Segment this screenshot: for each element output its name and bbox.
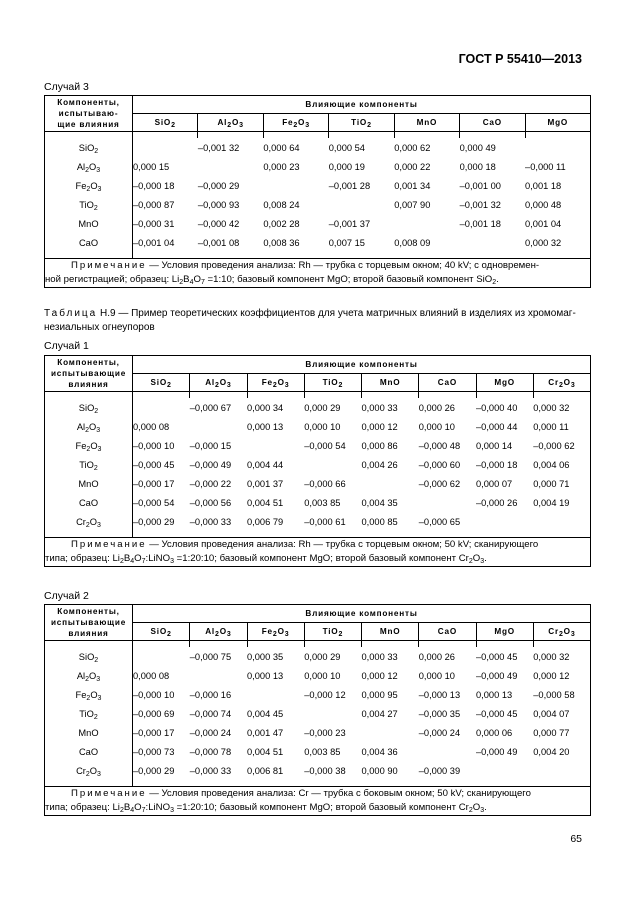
coefficient-cell: –0,000 62	[418, 478, 461, 489]
coefficient-cell: 0,000 86	[361, 440, 398, 451]
coefficient-cell	[419, 493, 476, 512]
coefficient-cell: –0,000 49	[189, 459, 232, 470]
note-text-2: типа; образец: $Li_2B_4O_7:LiNO_3$ =1:20:10; базовый компонент MgO; второй базовый компонент $Cr_2O_3$.	[45, 802, 487, 814]
note-text-1: — Условия проведения анализа: Cr — трубка с боковым окном; 50 kV; сканирующего	[146, 788, 531, 799]
coefficient-cell: 0,004 45	[247, 708, 284, 719]
coefficient-cell	[394, 214, 459, 233]
table-row	[45, 742, 591, 761]
row-header-line: Компоненты,	[57, 607, 120, 616]
table-row	[45, 455, 591, 474]
coefficient-cell: –0,001 00	[459, 180, 501, 191]
coefficient-cell: –0,000 13	[418, 689, 461, 700]
coefficient-cell: 0,000 23	[263, 161, 300, 172]
coefficient-cell: 0,000 12	[361, 421, 398, 432]
coefficient-cell: 0,000 19	[328, 161, 365, 172]
coefficient-cell: –0,000 48	[418, 440, 461, 451]
coefficient-cell	[362, 474, 419, 493]
coefficient-cell: 0,000 11	[533, 417, 590, 436]
coefficient-cell: 0,004 19	[533, 493, 590, 512]
coefficient-cell: 0,000 06	[476, 727, 513, 738]
coefficient-cell: –0,000 45	[476, 708, 518, 719]
coefficient-cell: 0,000 13	[247, 670, 284, 681]
table-row	[45, 761, 591, 787]
row-header-line: щие влияния	[57, 120, 120, 129]
coefficient-cell: –0,000 69	[133, 708, 175, 719]
table-caption-text: — Пример теоретических коэффициентов для учета матричных влияний в изделиях из хромомаг-	[115, 308, 576, 319]
column-header: $Cr_2O_3$	[533, 374, 590, 392]
component-name: TiO$_2$	[45, 455, 133, 474]
coefficient-cell: 0,000 22	[394, 161, 431, 172]
note-text-2: типа; образец: $Li_2B_4O_7:LiNO_3$ =1:20:10; базовый компонент MgO; второй базовый компонент $Cr_2O_3$.	[45, 553, 487, 565]
coefficient-cell: 0,004 36	[361, 746, 398, 757]
coefficient-cell: –0,000 66	[304, 478, 346, 489]
table-row	[45, 685, 591, 704]
row-header	[45, 356, 133, 392]
coefficient-cell: 0,000 34	[247, 402, 284, 413]
coefficient-cell: –0,000 31	[133, 218, 175, 229]
coefficient-cell: 0,000 29	[304, 402, 341, 413]
row-header-line: влияния	[68, 380, 109, 389]
column-header: $Fe_2O_3$	[247, 623, 304, 641]
coefficient-cell: –0,000 44	[476, 421, 518, 432]
table-row	[45, 233, 591, 259]
component-name: CaO	[45, 742, 133, 761]
coefficient-cell: 0,000 10	[418, 421, 455, 432]
coefficient-cell: 0,002 28	[263, 218, 300, 229]
column-header: MnO	[394, 114, 459, 132]
coefficient-cell	[263, 176, 328, 195]
coefficient-cell: 0,001 34	[394, 180, 431, 191]
coefficient-cell: 0,004 51	[247, 746, 284, 757]
row-header-line: Компоненты,	[57, 98, 120, 107]
coefficient-cell: 0,004 27	[361, 708, 398, 719]
table-row	[45, 417, 591, 436]
coefficient-cell	[476, 761, 533, 787]
coefficient-cell: 0,000 62	[394, 142, 431, 153]
coefficient-cell	[190, 417, 247, 436]
coefficient-cell: –0,000 10	[133, 440, 175, 451]
coefficient-cell	[198, 157, 263, 176]
coefficient-cell: 0,000 77	[533, 723, 590, 742]
coefficient-cell	[419, 742, 476, 761]
coefficient-cell: –0,000 74	[189, 708, 232, 719]
coefficient-cell: 0,000 48	[525, 195, 590, 214]
coefficient-cell	[476, 512, 533, 538]
table-row	[45, 436, 591, 455]
coefficient-cell	[133, 138, 198, 157]
coefficient-cell: 0,003 85	[304, 746, 341, 757]
coefficient-cell: 0,004 20	[533, 742, 590, 761]
coefficient-cell: 0,000 12	[533, 666, 590, 685]
coefficient-cell: 0,000 13	[476, 689, 513, 700]
coefficient-cell	[304, 455, 361, 474]
note-label: Примечание	[71, 788, 147, 799]
component-name: MnO	[45, 723, 133, 742]
component-name: MnO	[45, 474, 133, 493]
coefficient-cell: 0,000 10	[304, 670, 341, 681]
coefficient-cell: 0,004 35	[361, 497, 398, 508]
coefficient-cell: –0,000 15	[189, 440, 232, 451]
coefficient-cell: –0,000 54	[133, 497, 175, 508]
column-header: MgO	[476, 623, 533, 641]
component-name: $Al_2O_3$	[45, 666, 133, 685]
coefficient-cell: 0,001 04	[525, 214, 590, 233]
coefficient-cell: 0,000 13	[247, 421, 284, 432]
coefficient-cell: –0,001 04	[133, 237, 175, 248]
coefficient-cell: 0,000 29	[304, 651, 341, 662]
component-name: $Al_2O_3$	[45, 417, 133, 436]
coefficient-cell: –0,000 29	[133, 765, 175, 776]
row-header-line: испытываю-	[58, 109, 119, 118]
coefficient-cell: –0,000 49	[476, 670, 518, 681]
coefficient-cell: 0,001 47	[247, 727, 284, 738]
coefficient-cell: 0,008 36	[263, 237, 300, 248]
column-header: MgO	[525, 114, 590, 132]
coefficient-cell: –0,000 18	[133, 180, 175, 191]
coefficient-cell: –0,000 11	[525, 157, 590, 176]
coefficient-cell: –0,000 29	[197, 180, 240, 191]
coefficient-cell: –0,000 45	[133, 459, 175, 470]
table-caption-label: Таблица	[44, 308, 98, 319]
coefficient-cell: 0,003 85	[304, 497, 341, 508]
coefficient-cell: 0,000 33	[361, 402, 398, 413]
coefficient-cell	[460, 233, 525, 259]
row-header-line: Компоненты,	[57, 358, 120, 367]
coefficient-cell: –0,001 28	[328, 180, 371, 191]
note-label: Примечание	[71, 260, 147, 271]
note-label: Примечание	[71, 539, 147, 550]
coefficient-cell: 0,000 10	[418, 670, 455, 681]
coefficient-cell: –0,000 78	[189, 746, 232, 757]
page-number: 65	[570, 833, 582, 845]
coefficient-cell	[533, 761, 590, 787]
coefficient-cell: 0,000 33	[361, 651, 398, 662]
column-header: $Fe_2O_3$	[247, 374, 304, 392]
row-header-line: испытывающие	[50, 618, 127, 627]
component-name: TiO$_2$	[45, 195, 133, 214]
coefficient-cell: 0,000 15	[133, 161, 170, 172]
note-text-1: — Условия проведения анализа: Rh — трубка с торцевым окном; 50 kV; сканирующего	[146, 539, 539, 550]
coefficient-cell: –0,000 22	[189, 478, 232, 489]
table-row	[45, 493, 591, 512]
coefficient-cell: –0,000 45	[476, 651, 518, 662]
table-row	[45, 723, 591, 742]
row-header	[45, 96, 133, 132]
component-name: $Fe_2O_3$	[45, 685, 133, 704]
coefficient-cell: –0,000 38	[304, 765, 346, 776]
coefficient-cell: 0,000 08	[133, 670, 170, 681]
coefficients-table-case-2	[44, 604, 591, 816]
coefficient-cell: 0,000 26	[418, 402, 455, 413]
coefficient-cell	[362, 723, 419, 742]
column-header: SiO$_2$	[133, 623, 190, 641]
coefficient-cell: –0,000 54	[304, 440, 346, 451]
coefficient-cell: –0,000 42	[197, 218, 240, 229]
coefficient-cell: –0,000 29	[133, 516, 175, 527]
column-header: CaO	[460, 114, 525, 132]
component-name: CaO	[45, 233, 133, 259]
coefficients-table-case-1	[44, 355, 591, 567]
column-header: $Al_2O_3$	[198, 114, 263, 132]
component-name: $Fe_2O_3$	[45, 176, 133, 195]
coefficient-cell: –0,000 40	[476, 402, 518, 413]
column-header: CaO	[419, 374, 476, 392]
table-row	[45, 138, 591, 157]
standard-number: ГОСТ Р 55410—2013	[458, 52, 582, 66]
table-row	[45, 647, 591, 666]
column-header: $Fe_2O_3$	[263, 114, 328, 132]
component-name: SiO$_2$	[45, 647, 133, 666]
note-text-2: ной регистрацией; образец: $Li_2B_4O_7$ =1:10; базовый компонент MgO; второй базовый компонент SiO$_2$.	[45, 274, 499, 286]
component-name: TiO$_2$	[45, 704, 133, 723]
coefficient-cell: 0,007 90	[394, 199, 431, 210]
table-note	[45, 259, 591, 288]
coefficient-cell: 0,000 85	[361, 516, 398, 527]
coefficient-cell	[247, 685, 304, 704]
coefficient-cell: 0,004 44	[247, 459, 284, 470]
coefficient-cell: –0,000 18	[476, 459, 518, 470]
coefficient-cell: –0,000 67	[189, 402, 232, 413]
column-header: TiO$_2$	[304, 623, 361, 641]
coefficient-cell: –0,000 62	[533, 436, 590, 455]
coefficient-cell: –0,000 73	[133, 746, 175, 757]
column-header: CaO	[419, 623, 476, 641]
coefficient-cell	[533, 512, 590, 538]
coefficient-cell: –0,000 58	[533, 685, 590, 704]
coefficient-cell	[525, 138, 590, 157]
coefficient-cell: 0,008 24	[263, 199, 300, 210]
coefficient-cell: 0,000 26	[418, 651, 455, 662]
component-name: $Al_2O_3$	[45, 157, 133, 176]
table-row	[45, 398, 591, 417]
coefficient-cell: –0,000 17	[133, 478, 175, 489]
case-label-1: Случай 1	[44, 340, 89, 352]
column-header: $Al_2O_3$	[190, 623, 247, 641]
coefficient-cell	[304, 704, 361, 723]
coefficient-cell: 0,007 15	[328, 237, 365, 248]
table-row	[45, 704, 591, 723]
coefficient-cell: 0,000 07	[476, 478, 513, 489]
coefficient-cell	[133, 647, 190, 666]
component-name: SiO$_2$	[45, 398, 133, 417]
coefficient-cell: 0,004 26	[361, 459, 398, 470]
table-note	[45, 787, 591, 816]
coefficient-cell: 0,000 35	[247, 651, 284, 662]
column-header: $Al_2O_3$	[190, 374, 247, 392]
coefficient-cell: 0,001 37	[247, 478, 284, 489]
coefficient-cell: –0,001 32	[459, 199, 501, 210]
coefficient-cell: –0,001 18	[459, 218, 501, 229]
table-row	[45, 666, 591, 685]
column-header: TiO$_2$	[304, 374, 361, 392]
coefficient-cell: 0,004 06	[533, 455, 590, 474]
column-header: SiO$_2$	[133, 374, 190, 392]
component-name: MnO	[45, 214, 133, 233]
column-header: TiO$_2$	[329, 114, 394, 132]
coefficient-cell: –0,000 35	[418, 708, 461, 719]
coefficient-cell: 0,008 09	[394, 237, 431, 248]
coefficient-cell: –0,001 32	[197, 142, 240, 153]
row-header-line: влияния	[68, 629, 109, 638]
coefficient-cell: –0,000 10	[133, 689, 175, 700]
coefficient-cell: –0,001 08	[197, 237, 240, 248]
coefficient-cell: 0,000 71	[533, 474, 590, 493]
column-header: SiO$_2$	[133, 114, 198, 132]
coefficient-cell: 0,000 10	[304, 421, 341, 432]
coefficient-cell: –0,000 17	[133, 727, 175, 738]
coefficient-cell	[190, 666, 247, 685]
component-name: $Fe_2O_3$	[45, 436, 133, 455]
column-header: $Cr_2O_3$	[533, 623, 590, 641]
table-row	[45, 195, 591, 214]
coefficient-cell: 0,000 18	[459, 161, 496, 172]
table-row	[45, 214, 591, 233]
coefficient-cell: 0,006 81	[247, 765, 284, 776]
coefficient-cell: –0,000 39	[418, 765, 461, 776]
coefficient-cell: 0,000 49	[459, 142, 496, 153]
case-label-2: Случай 2	[44, 590, 89, 602]
influencing-components-header: Влияющие компоненты	[133, 605, 591, 623]
component-name: $Cr_2O_3$	[45, 512, 133, 538]
table-row	[45, 176, 591, 195]
influencing-components-header: Влияющие компоненты	[133, 356, 591, 374]
coefficient-cell: –0,000 60	[418, 459, 461, 470]
coefficient-cell: 0,000 95	[361, 689, 398, 700]
case-label-3: Случай 3	[44, 81, 89, 93]
coefficient-cell: –0,000 65	[418, 516, 461, 527]
component-name: $Cr_2O_3$	[45, 761, 133, 787]
column-header: MnO	[362, 623, 419, 641]
coefficient-cell: –0,000 23	[304, 727, 346, 738]
coefficient-cell: –0,000 24	[189, 727, 232, 738]
table-row	[45, 512, 591, 538]
coefficient-cell: 0,000 14	[476, 440, 513, 451]
coefficient-cell: –0,000 61	[304, 516, 346, 527]
coefficient-cell: –0,001 37	[328, 218, 371, 229]
component-name: CaO	[45, 493, 133, 512]
row-header	[45, 605, 133, 641]
table-row	[45, 157, 591, 176]
coefficient-cell: –0,000 12	[304, 689, 346, 700]
influencing-components-header: Влияющие компоненты	[133, 96, 591, 114]
coefficient-cell: 0,004 51	[247, 497, 284, 508]
coefficient-cell: –0,000 87	[133, 199, 175, 210]
coefficient-cell: 0,000 90	[361, 765, 398, 776]
coefficient-cell: 0,000 08	[133, 421, 170, 432]
coefficient-cell: 0,006 79	[247, 516, 284, 527]
coefficient-cell: –0,000 93	[197, 199, 240, 210]
table-caption-number: Н.9	[100, 308, 116, 319]
coefficient-cell: –0,000 26	[476, 497, 518, 508]
coefficients-table-case-3	[44, 95, 591, 288]
coefficient-cell: –0,000 33	[189, 765, 232, 776]
coefficient-cell	[247, 436, 304, 455]
table-row	[45, 474, 591, 493]
column-header: MgO	[476, 374, 533, 392]
table-caption-text-2: незиальных огнеупоров	[44, 322, 155, 333]
coefficient-cell: –0,000 16	[189, 689, 232, 700]
coefficient-cell: 0,004 07	[533, 704, 590, 723]
column-header: MnO	[362, 374, 419, 392]
coefficient-cell: 0,000 32	[533, 647, 590, 666]
table-note	[45, 538, 591, 567]
table-caption	[44, 307, 590, 335]
coefficient-cell: –0,000 75	[189, 651, 232, 662]
coefficient-cell: –0,000 56	[189, 497, 232, 508]
row-header-line: испытывающие	[50, 369, 127, 378]
coefficient-cell: –0,000 49	[476, 746, 518, 757]
coefficient-cell: 0,000 54	[328, 142, 365, 153]
coefficient-cell: 0,000 32	[533, 398, 590, 417]
note-text-1: — Условия проведения анализа: Rh — трубка с торцевым окном; 40 kV; с одновремен-	[146, 260, 540, 271]
component-name: SiO$_2$	[45, 138, 133, 157]
coefficient-cell: –0,000 33	[189, 516, 232, 527]
coefficient-cell	[329, 195, 394, 214]
coefficient-cell	[133, 398, 190, 417]
coefficient-cell: 0,000 12	[361, 670, 398, 681]
coefficient-cell: –0,000 24	[418, 727, 461, 738]
coefficient-cell: 0,000 64	[263, 142, 300, 153]
coefficient-cell: 0,001 18	[525, 176, 590, 195]
coefficient-cell: 0,000 32	[525, 233, 590, 259]
